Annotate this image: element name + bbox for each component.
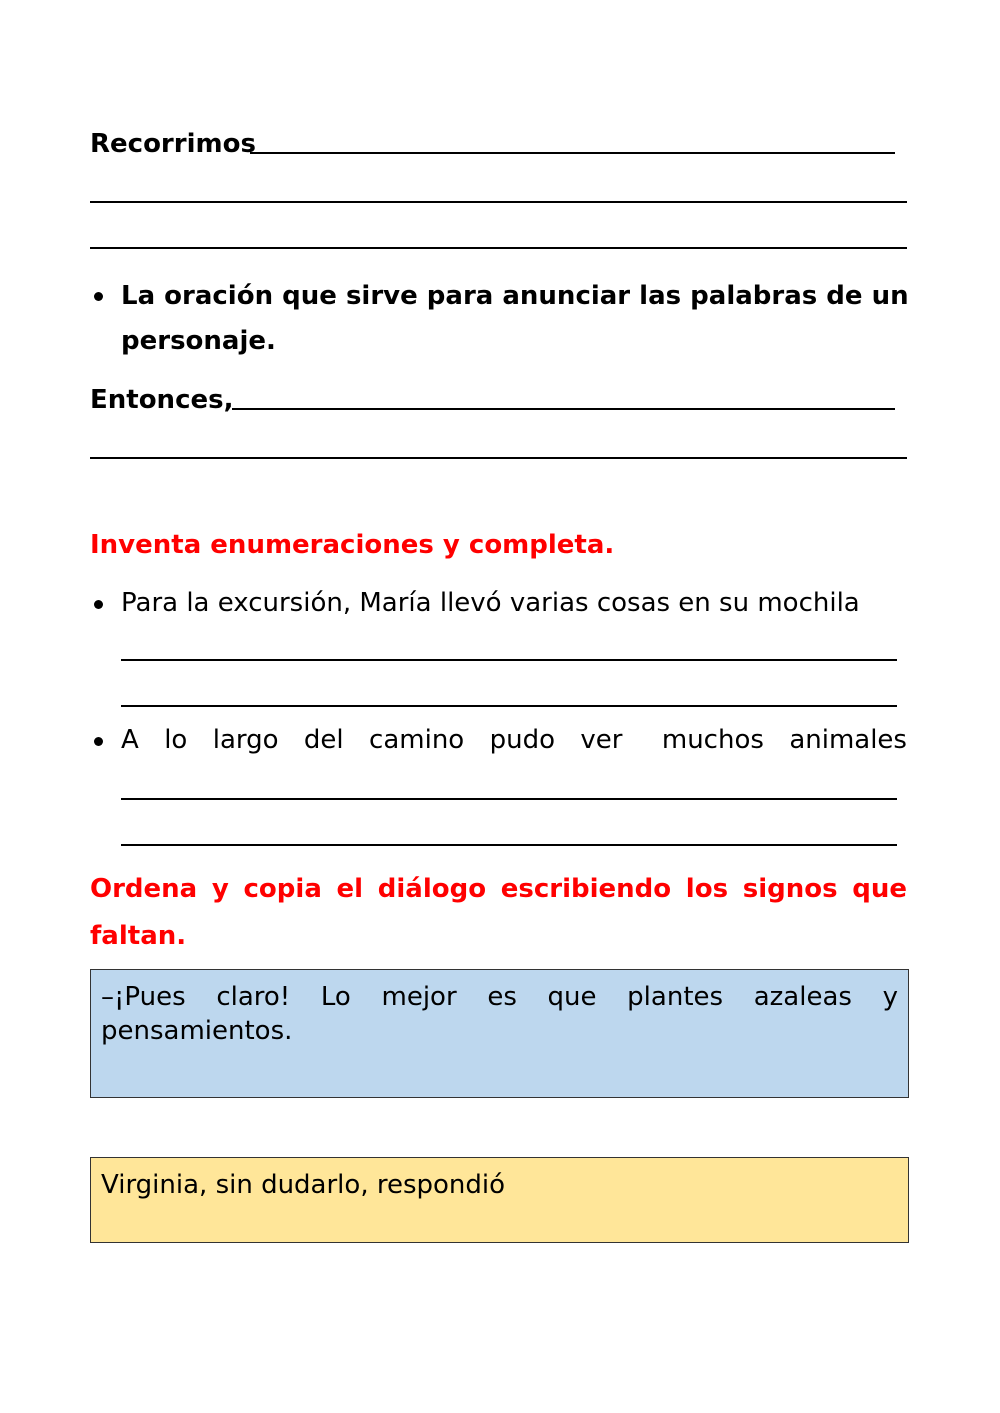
answer-line[interactable] bbox=[90, 457, 907, 459]
bullet-icon bbox=[94, 292, 103, 301]
answer-line[interactable] bbox=[90, 201, 907, 203]
dialogue-card-yellow[interactable] bbox=[90, 1157, 909, 1243]
word: A bbox=[121, 725, 139, 755]
instruction-line: personaje. bbox=[121, 326, 276, 356]
instruction-line: La oración que sirve para anunciar las palabras de un bbox=[121, 281, 909, 311]
answer-line[interactable] bbox=[121, 798, 897, 800]
enumeration-prompt: Para la excursión, María llevó varias cosas en su mochila bbox=[121, 588, 860, 618]
answer-line[interactable] bbox=[250, 152, 895, 154]
word: animales bbox=[789, 725, 907, 755]
word: muchos bbox=[661, 725, 764, 755]
section-heading: Inventa enumeraciones y completa. bbox=[90, 530, 615, 560]
bullet-icon bbox=[94, 737, 103, 746]
word: del bbox=[303, 725, 344, 755]
section-heading: Ordena y copia el diálogo escribiendo los signos que bbox=[90, 874, 907, 904]
section-heading: faltan. bbox=[90, 921, 187, 951]
dialogue-text: Virginia, sin dudarlo, respondió bbox=[101, 1170, 506, 1200]
dialogue-text: –¡Pues claro! Lo mejor es que plantes azaleas y bbox=[101, 982, 898, 1012]
recorrimos-label: Recorrimos bbox=[90, 129, 256, 159]
word: largo bbox=[212, 725, 279, 755]
answer-line[interactable] bbox=[232, 408, 895, 410]
enumeration-prompt bbox=[121, 723, 907, 757]
answer-line[interactable] bbox=[121, 705, 897, 707]
answer-line[interactable] bbox=[90, 247, 907, 249]
entonces-label: Entonces, bbox=[90, 385, 234, 415]
bullet-icon bbox=[94, 600, 103, 609]
word: ver bbox=[580, 725, 623, 755]
dialogue-card-blue[interactable] bbox=[90, 969, 909, 1098]
word: lo bbox=[164, 725, 188, 755]
dialogue-text: pensamientos. bbox=[101, 1016, 293, 1046]
word: pudo bbox=[489, 725, 556, 755]
answer-line[interactable] bbox=[121, 659, 897, 661]
word: camino bbox=[369, 725, 465, 755]
answer-line[interactable] bbox=[121, 844, 897, 846]
